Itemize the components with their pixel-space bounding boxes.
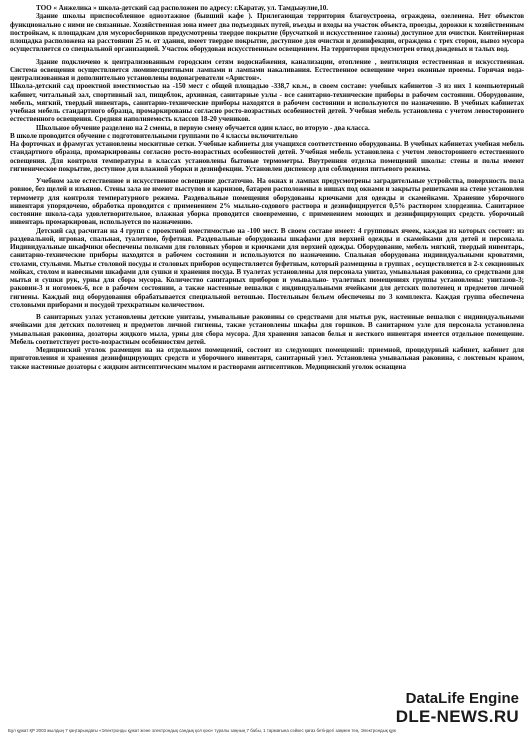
document-body	[10, 4, 524, 371]
paragraph-shifts: Школьное обучение разделено на 2 смены, в первую смену обучается один класс, во вторую - два класса.	[36, 123, 370, 132]
watermark-logo	[396, 690, 519, 727]
watermark-line2: DLE-NEWS.RU	[395, 707, 519, 726]
paragraph-building: Здание школы приспособленное одноэтажное (бывший кафе ). Прилегающая территория благоустроена, ограждена, озеленена. Нет объектов функционально с ними не связанные. Хозяйственная зона имеет два подъездных путей, въезды и входы на участок объекта, проезды, дорожки к хозяйственным постройкам, к площадкам для мусоросборников предусмотрены твердое покрытие (брусчаткой и искусственное газоны) доступное для очистки. Контейнерная площадка расположена на расстоянии 25 м. от здания, имеет твердое покрытие, доступное для очистки и дезинфекции, ограждена с трех сторон, вывоз мусора осуществляется со специальной организацией. Участок оборудован искусственным освещением. На территории предусмотрен отвод дождевых и талых вод.	[10, 12, 524, 54]
legal-footer: Бұл құжат ҚР 2003 жылдың 7 қаңтарындағы «Электронды құжат және электрондық сандық қол қою» туралы заңның 7 бабы, 1 тармағына сәйкес қағаз бетіндегі заңмен тең. Электрондық құж	[8, 728, 396, 733]
paragraph-kindergarten: Детский сад расчитан на 4 групп с проектной вместимостью на -100 мест. В своем составе имеет: 4 групповых ячеек, каждая из которых состоит: из раздевальной, игровая, спальная, туалетное, буфетная. Раздевальные оборудованы шкафами для верхней одежды и скамейками для детей и персонала. Индивидуальные шкафчики обеспечены полками для головных уборов и крючками для верхней одежды. Оборудование, мебель мягкий, твердый инвентарь, санитарно-технические приборы находятся в рабочем состоянии и используются по назначению. Спальная оборудована индивидуальными кроватями, столами, стульями. Мытье столовой посуды и столовых приборов осуществляется буфетным, который размещены в группах , осуществляется в 2-х секционных мойках, столом и навесными шкафами для сушки и хранения посуда. В туалетах установлены для персонала унитаз, умывальная раковина, со средствами для мытья и сушки рук, урны для сбора мусора. Количество санитарных приборов и умывально- туалетных помещениях группы установлены: унитазов-3; раковин-3 и ногомоек-6, все в рабочем состоянии, а также настенные вешалки с индивидуальными ячейками для детских полотенец и предметов личной гигиены. Каждый вид оборудования обрабатывается специальной ветошью. Постельным бельем обеспечены по 3 комплекта. Каждая группа обеспечена столовыми приборами и посудой трехкратным количеством.	[10, 226, 524, 309]
paragraph-address: ТОО « Анжелика » школа-детский сад расположен по адресу: г.Каратау, ул. Тамдыаулие,10.	[36, 4, 329, 12]
paragraph-sanitary: В санитарных узлах установлены детские унитазы, умывальные раковины со средствами для мытья рук, настенные вешалки с индивидуальными ячейками для детских полотенец и предметов личной гигиены, также установлены шкафы для горшков. В санитарном узле для персонала установлена умывальная раковина, дозаторы жидкого мыла, урны для сбора мусора. Для хранения запасов белья и жесткого инвентаря имеется отдельное помещение. Мебель соответствует росто-возрастным особенностям детей.	[10, 313, 524, 346]
paragraph-classrooms: На форточках и фрамугах установлены москитные сетки. Учебные кабинеты для учащихся соответственно оборудованы. В учебных кабинетах учебная мебель стандартного образца, промаркированы согласно росто-возрастных особенностей детей. Учебная мебель установлена с учетом левостороннего естественного освещения. Для контроля температуры в классах установлены бытовые термометры. Внутренняя отделка помещений школы: стены и полы имеют гигиеническое покрытие, доступное для влажной уборки и дезинфекции. Установлен диспенсер для соблюдения питьевого режима.	[10, 140, 524, 173]
paragraph-utilities: Здание подключено к централизованным городским сетям водоснабжения, канализации, отопление , вентиляция естественная и искусственная. Система освещения осуществляется люминесцентными лампами и лампами накаливания. Естественное освещение через оконные проемы. Горячая вода-централизованная и дополнительно установлены водонагреватели «Аристон».	[10, 57, 524, 82]
paragraph-school-capacity: Школа-детский сад проектной вместимостью на -150 мест с общей площадью -338,7 кв.м., в своем составе: учебных кабинетов -3 из них 1 компьютерный кабинет, читальный зал, спортивный зал, пищеблок, архивная, санитарные узлы - все санитарно-технические приборы в рабочем состоянии. Оборудование, мебель, мягкий, твердый инвентарь, санитарно-технические приборы находятся в рабочем состоянии и используются по назначению. В учебных кабинетах учебная мебель стандартного образца, промаркированы согласно росто-возрастных особенностей детей. Учебная мебель установлена с учетом левостороннего естественного освещения. Средняя наполняемость классов 18-20 учеников.	[10, 82, 524, 124]
paragraph-preparatory-groups: В школе проводится обучение с подготовительными группами по 4 классы включительно	[10, 131, 298, 140]
watermark-line1: DataLife Engine	[405, 690, 519, 707]
paragraph-medical: Медицинский уголок размещен на на отдельном помещений, состоит из следующих помещений: приемной, процедурный кабинет, кабинет для приготовления и хранения дезинфицирующих средств и уборочного инвентаря, санитарный узел. Установлена умывальная раковина, с локтевым краном, также настенные дозаторы с жидким антисептическим мылом и растворами антисептиков. Медицинский уголок оснащена	[10, 346, 524, 371]
paragraph-sports-hall: Учебном зале естественное и искусственное освещение достаточно. На окнах и лампах предусмотрены заградительные устройства, поверхность пола ровное, без щелей и изъянов. Стены зала не имеют выступов и карнизов, батареи расположены в нишах под окнами и закрыты решетками на стене установлен термометр для контроля температурного режима. Раздевальные помещения оборудованы крючками для одежды и скамейками. Хранение уборочного инвентаря упорядочено, обработка проводится с применением 2% мыльно-содового раствора и дезинфицируется 0,5% раствором хлордезина. Санитарное состояние школа-сада удовлетворительное, влажная уборка проводится своевременно, с применением моющих и дезинфицирующих средств. уборочный инвентарь промаркирован, используется по назначению.	[10, 177, 524, 227]
